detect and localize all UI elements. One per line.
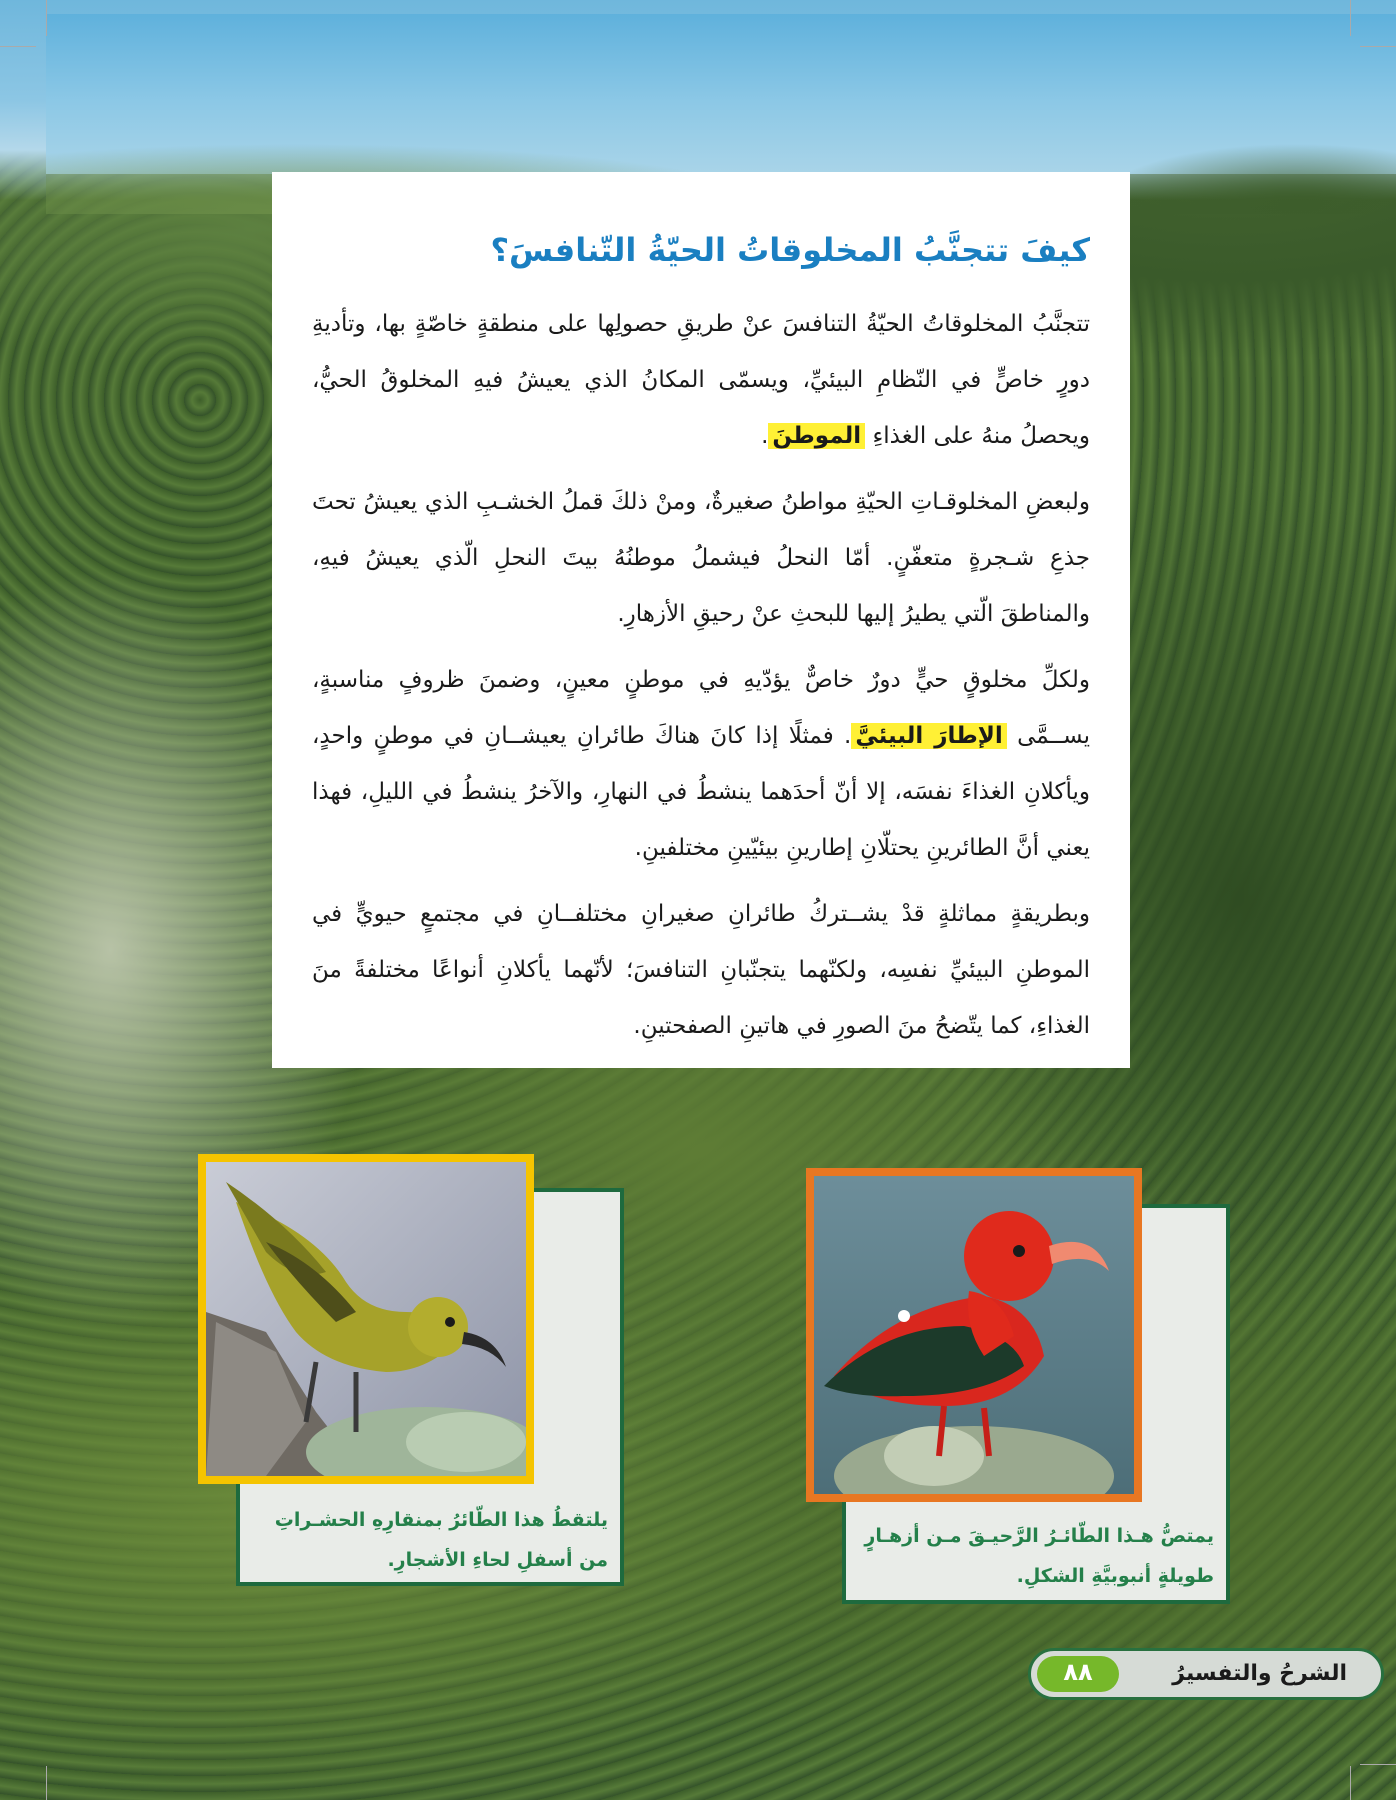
crop-mark — [46, 1766, 47, 1800]
page-heading: كيفَ تتجنَّبُ المخلوقاتُ الحيّةُ التّنافسَ؟ — [490, 231, 1090, 269]
paragraph-text: وبطريقةٍ مماثلةٍ قدْ يشــتركُ طائرانِ صغيرانِ مختلفــانِ في مجتمعٍ حيويٍّ في الموطنِ البيئيِّ نفسِه، ولكنّهما يتجنّبانِ التنافسَ؛ لأنّهما يأكلانِ أنواعًا مختلفةً منَ الغذاءِ، كما يتّضحُ منَ الصورِ في هاتينِ الصفحتينِ. — [312, 901, 1090, 1039]
paragraph-text: ولبعضِ المخلوقـاتِ الحيّةِ مواطنُ صغيرةٌ، ومنْ ذلكَ قملُ الخشـبِ الذي يعيشُ تحتَ جذعِ شـجرةٍ متعفّنٍ. أمّا النحلُ فيشملُ موطنُهُ بيتَ النحلِ الّذي يعيشُ فيهِ، والمناطقَ الّتي يطيرُ إليها للبحثِ عنْ رحيقِ الأزهارِ. — [312, 489, 1090, 627]
paragraph-text: ولكلِّ مخلوقٍ حيٍّ دورٌ خاصٌّ يؤدّيهِ في موطنٍ معينٍ، وضمنَ ظروفٍ مناسبةٍ، يســمَّى — [312, 667, 1091, 749]
crop-mark — [1350, 1766, 1351, 1800]
sky-background — [46, 14, 1396, 174]
page-footer — [1028, 1648, 1384, 1700]
yellow-bird-photo — [198, 1154, 534, 1484]
paragraph-habitat — [312, 296, 1090, 464]
paragraph-text: تتجنَّبُ المخلوقاتُ الحيّةُ التنافسَ عنْ طريقِ حصولِها على منطقةٍ خاصّةٍ بها، وتأديةِ دورٍ خاصٍّ في النّظامِ البيئيِّ، ويسمّى المكانُ الذي يعيشُ فيهِ المخلوقُ الحيُّ، ويحصلُ منهُ على الغذاءِ — [312, 311, 1090, 449]
paragraph-niche — [312, 652, 1090, 876]
yellow-bird-image — [206, 1162, 526, 1476]
red-bird-photo — [806, 1168, 1142, 1502]
crop-mark — [1360, 1764, 1396, 1765]
left-bird-caption: يلتقطُ هذا الطّائرُ بمنقارِهِ الحشـراتِ من أسفلِ لحاءِ الأشجارِ. — [274, 1509, 608, 1571]
section-label: الشرحُ والتفسيرُ — [1172, 1661, 1347, 1686]
highlight-term-habitat: الموطنَ — [768, 423, 865, 449]
crop-mark — [1360, 46, 1396, 47]
highlight-term-niche: الإطارَ البيئيَّ — [851, 723, 1007, 749]
page-number-pill — [1037, 1656, 1119, 1692]
paragraph-text: . فمثلًا إذا كانَ هناكَ طائرانِ يعيشــانِ في موطنٍ واحدٍ، ويأكلانِ الغذاءَ نفسَه، إلا أنّ أحدَهما ينشطُ في النهارِ، والآخرُ ينشطُ في الليلِ، فهذا يعني أنَّ الطائرينِ يحتلّانِ إطارينِ بيئيّينِ مختلفينِ. — [312, 723, 1090, 861]
right-bird-caption: يمتصُّ هـذا الطّائـرُ الرَّحيـقَ مـن أزهـارٍ طويلةٍ أنبوبيَّةِ الشكلِ. — [864, 1525, 1214, 1587]
text-card — [272, 172, 1130, 1068]
crop-mark — [0, 46, 36, 47]
page-number: ٨٨ — [1063, 1658, 1093, 1686]
crop-mark — [46, 0, 47, 36]
paragraph-text: . — [761, 423, 769, 449]
crop-mark — [1350, 0, 1351, 36]
red-bird-image — [814, 1176, 1134, 1494]
paragraph-birds — [312, 886, 1090, 1054]
paragraph-small-habitats — [312, 474, 1090, 642]
